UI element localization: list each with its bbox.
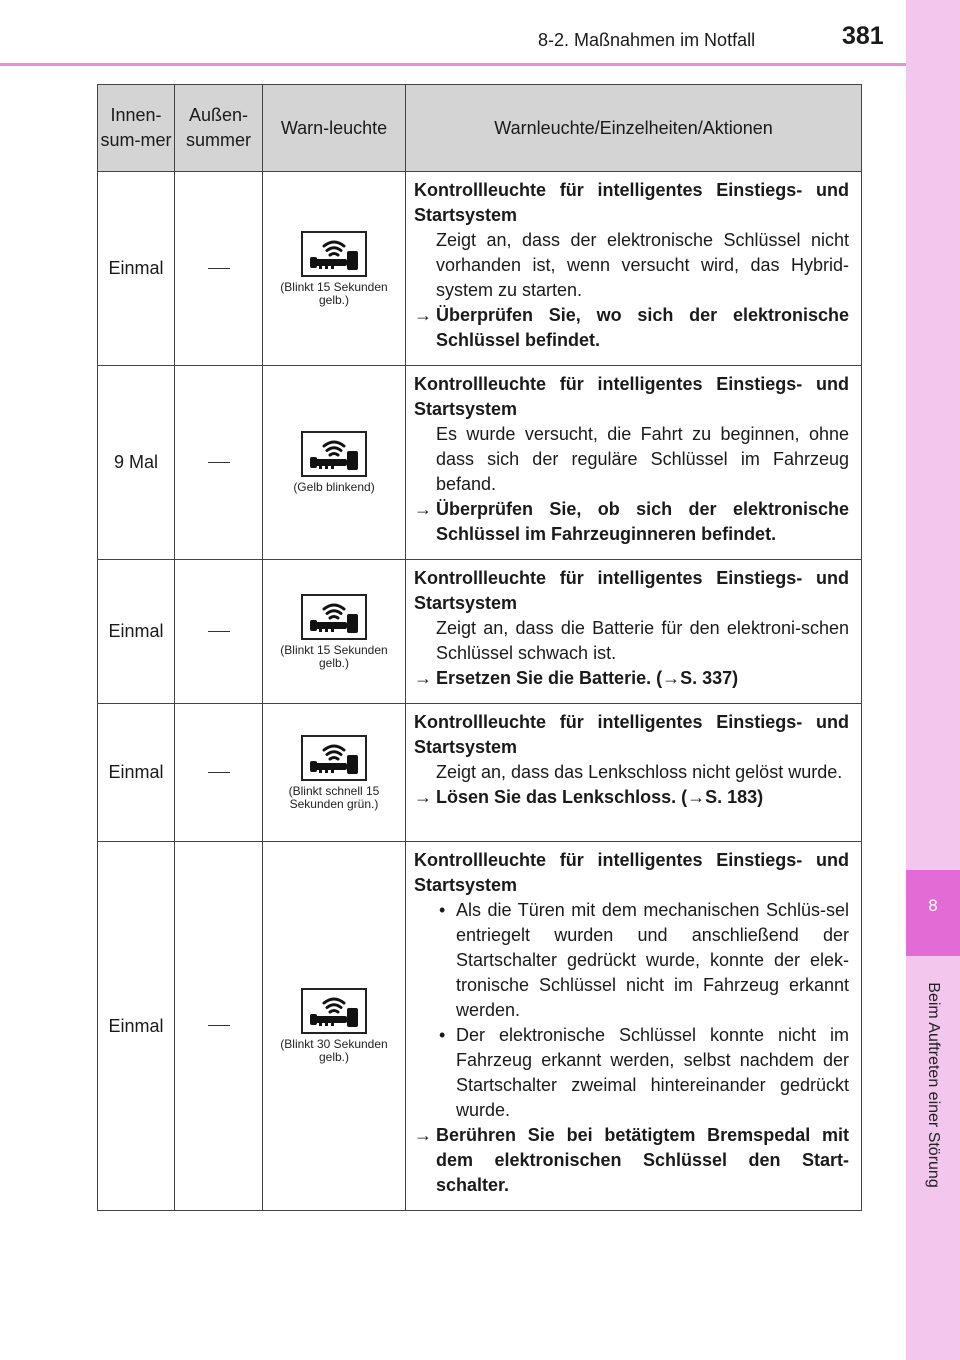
exterior-buzzer-cell bbox=[175, 704, 263, 842]
lamp-caption: (Gelb blinkend) bbox=[293, 480, 375, 494]
detail-action-text: Berühren Sie bei betätigtem Bremspedal mit dem elektronischen Schlüssel den Start-schalter. bbox=[436, 1125, 849, 1195]
detail-description: Zeigt an, dass das Lenkschloss nicht gelöst wurde. bbox=[436, 762, 843, 782]
details-cell bbox=[406, 704, 862, 842]
warning-light-cell bbox=[263, 172, 406, 366]
header-divider bbox=[0, 63, 906, 66]
smart-key-icon bbox=[301, 594, 367, 640]
none-dash bbox=[208, 772, 230, 773]
none-dash bbox=[208, 1025, 230, 1026]
detail-action bbox=[414, 1123, 849, 1198]
chapter-label: Beim Auftreten einer Störung bbox=[925, 982, 942, 1188]
chapter-number: 8 bbox=[928, 896, 938, 915]
page-number: 381 bbox=[842, 22, 884, 50]
detail-bullet-list bbox=[414, 898, 849, 1123]
chapter-tab[interactable] bbox=[906, 870, 960, 956]
detail-title: Kontrollleuchte für intelligentes Einstiegs- und Startsystem bbox=[414, 180, 849, 225]
table-row bbox=[98, 704, 862, 842]
header-details: Warnleuchte/Einzelheiten/Aktionen bbox=[406, 85, 862, 172]
detail-action bbox=[414, 303, 849, 353]
section-title: 8-2. Maßnahmen im Notfall bbox=[538, 30, 756, 50]
smart-key-icon bbox=[301, 431, 367, 477]
details-cell bbox=[406, 560, 862, 704]
detail-description: Zeigt an, dass die Batterie für den elektroni-schen Schlüssel schwach ist. bbox=[436, 618, 849, 663]
warning-table bbox=[97, 84, 862, 1211]
detail-bullet: • Als die Türen mit dem mechanischen Schlüs-sel entriegelt wurden und anschließend der Startschalter gedrückt wurde, konnte der elek-tronische Schlüssel nicht im Fahrzeug erkannt werden. bbox=[456, 898, 849, 1023]
warning-light-cell bbox=[263, 560, 406, 704]
table-header-row bbox=[98, 85, 862, 172]
arrow-right-icon: → bbox=[414, 668, 432, 688]
exterior-buzzer-cell bbox=[175, 842, 263, 1211]
warning-light-cell bbox=[263, 842, 406, 1211]
exterior-buzzer-cell bbox=[175, 366, 263, 560]
interior-buzzer-cell: Einmal bbox=[98, 172, 175, 366]
detail-action bbox=[414, 497, 849, 547]
warning-light-cell bbox=[263, 366, 406, 560]
details-cell bbox=[406, 842, 862, 1211]
detail-title: Kontrollleuchte für intelligentes Einstiegs- und Startsystem bbox=[414, 568, 849, 613]
details-cell bbox=[406, 172, 862, 366]
header-warning-light: Warn-leuchte bbox=[263, 85, 406, 172]
table-row bbox=[98, 366, 862, 560]
exterior-buzzer-cell bbox=[175, 172, 263, 366]
arrow-right-icon: → bbox=[414, 305, 432, 325]
detail-action-text: Ersetzen Sie die Batterie. (→S. 337) bbox=[436, 668, 739, 688]
smart-key-icon bbox=[301, 735, 367, 781]
smart-key-icon bbox=[301, 231, 367, 277]
header-interior-buzzer: Innen-sum-mer bbox=[98, 85, 175, 172]
interior-buzzer-cell: Einmal bbox=[98, 842, 175, 1211]
detail-action-text: Lösen Sie das Lenkschloss. (→S. 183) bbox=[436, 787, 764, 807]
details-cell bbox=[406, 366, 862, 560]
detail-title: Kontrollleuchte für intelligentes Einstiegs- und Startsystem bbox=[414, 850, 849, 895]
interior-buzzer-cell: Einmal bbox=[98, 704, 175, 842]
detail-bullet: • Der elektronische Schlüssel konnte nicht im Fahrzeug erkannt werden, selbst nachdem der Startschalter zweimal hintereinander gedrückt wurde. bbox=[456, 1023, 849, 1123]
page-header bbox=[0, 0, 906, 66]
interior-buzzer-cell: Einmal bbox=[98, 560, 175, 704]
table-row bbox=[98, 560, 862, 704]
lamp-caption: (Blinkt 15 Sekunden gelb.) bbox=[280, 279, 388, 307]
smart-key-icon bbox=[301, 988, 367, 1034]
detail-description: Es wurde versucht, die Fahrt zu beginnen, ohne dass sich der reguläre Schlüssel im Fahrzeug befand. bbox=[436, 424, 849, 494]
lamp-caption: (Blinkt 30 Sekunden gelb.) bbox=[280, 1037, 388, 1064]
arrow-right-icon: → bbox=[414, 1125, 432, 1145]
none-dash bbox=[208, 462, 230, 463]
detail-description: Zeigt an, dass der elektronische Schlüssel nicht vorhanden ist, wenn versucht wird, das Hybrid-system zu starten. bbox=[436, 230, 849, 300]
warning-light-cell bbox=[263, 704, 406, 842]
detail-action-text: Überprüfen Sie, ob sich der elektronische Schlüssel im Fahrzeuginneren befindet. bbox=[436, 499, 849, 544]
arrow-right-icon: → bbox=[414, 499, 432, 519]
header-exterior-buzzer: Außen-summer bbox=[175, 85, 263, 172]
arrow-right-icon: → bbox=[414, 787, 432, 807]
detail-title: Kontrollleuchte für intelligentes Einstiegs- und Startsystem bbox=[414, 374, 849, 419]
lamp-caption: (Blinkt 15 Sekunden gelb.) bbox=[280, 642, 388, 670]
exterior-buzzer-cell bbox=[175, 560, 263, 704]
detail-action bbox=[414, 785, 849, 810]
table-row bbox=[98, 172, 862, 366]
none-dash bbox=[208, 268, 230, 269]
detail-title: Kontrollleuchte für intelligentes Einstiegs- und Startsystem bbox=[414, 712, 849, 757]
table-row bbox=[98, 842, 862, 1211]
detail-action-text: Überprüfen Sie, wo sich der elektronische Schlüssel befindet. bbox=[436, 305, 849, 350]
interior-buzzer-cell: 9 Mal bbox=[98, 366, 175, 560]
none-dash bbox=[208, 631, 230, 632]
detail-action bbox=[414, 666, 849, 691]
lamp-caption: (Blinkt schnell 15 Sekunden grün.) bbox=[288, 783, 380, 811]
